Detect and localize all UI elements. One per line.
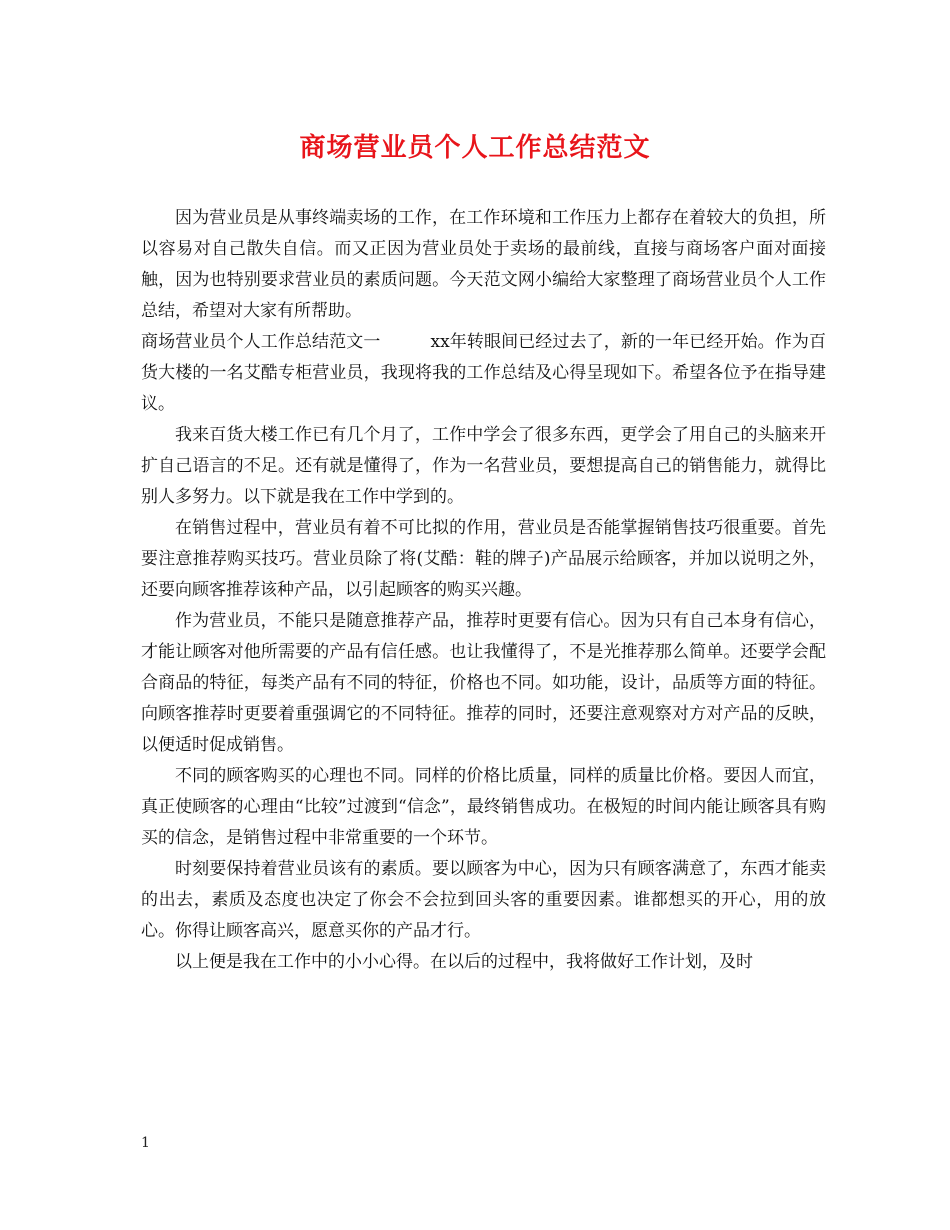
paragraph-quality: 时刻要保持着营业员该有的素质。要以顾客为中心，因为只有顾客满意了，东西才能卖的出去，素质及态度也决定了你会不会拉到回头客的重要因素。谁都想买的开心，用的放心。你得让顾客高兴，愿意买你的产品才行。 — [141, 859, 826, 941]
paragraph-intro: 因为营业员是从事终端卖场的工作，在工作环境和工作压力上都存在着较大的负担，所以容易对自己散失自信。而又正因为营业员处于卖场的最前线，直接与商场客户面对面接触，因为也特别要求营业员的素质问题。今天范文网小编给大家整理了商场营业员个人工作总结，希望对大家有所帮助。 — [141, 208, 826, 321]
paragraph-conclusion: 以上便是我在工作中的小小心得。在以后的过程中，我将做好工作计划，及时 — [175, 952, 753, 972]
paragraph-section-one — [141, 327, 826, 420]
paragraph-experience: 我来百货大楼工作已有几个月了，工作中学会了很多东西，更学会了用自己的头脑来开扩自己语言的不足。还有就是懂得了，作为一名营业员，要想提高自己的销售能力，就得比别人多努力。以下就是我在工作中学到的。 — [141, 425, 826, 507]
section-one-text: xx年转眼间已经过去了，新的一年已经开始。作为百货大楼的一名艾酷专柜营业员，我现将我的工作总结及心得呈现如下。希望各位予在指导建议。 — [141, 332, 826, 414]
page-number: 1 — [141, 1135, 150, 1151]
document-title: 商场营业员个人工作总结范文 — [299, 133, 651, 163]
paragraph-customer-psychology: 不同的顾客购买的心理也不同。同样的价格比质量，同样的质量比价格。要因人而宜，真正使顾客的心理由“比较”过渡到“信念”，最终销售成功。在极短的时间内能让顾客具有购买的信念，是销售过程中非常重要的一个环节。 — [141, 766, 826, 848]
paragraph-sales-skills: 在销售过程中，营业员有着不可比拟的作用，营业员是否能掌握销售技巧很重要。首先要注意推荐购买技巧。营业员除了将(艾酷：鞋的牌子)产品展示给顾客，并加以说明之外，还要向顾客推荐该种产品，以引起顾客的购买兴趣。 — [141, 518, 826, 600]
section-heading: 商场营业员个人工作总结范文一 — [141, 332, 381, 352]
document-body — [141, 203, 826, 978]
paragraph-confidence: 作为营业员，不能只是随意推荐产品，推荐时更要有信心。因为只有自己本身有信心，才能让顾客对他所需要的产品有信任感。也让我懂得了，不是光推荐那么简单。还要学会配合商品的特征，每类产品有不同的特征，价格也不同。如功能，设计，品质等方面的特征。向顾客推荐时更要着重强调它的不同特征。推荐的同时，还要注意观察对方对产品的反映，以便适时促成销售。 — [141, 611, 826, 755]
